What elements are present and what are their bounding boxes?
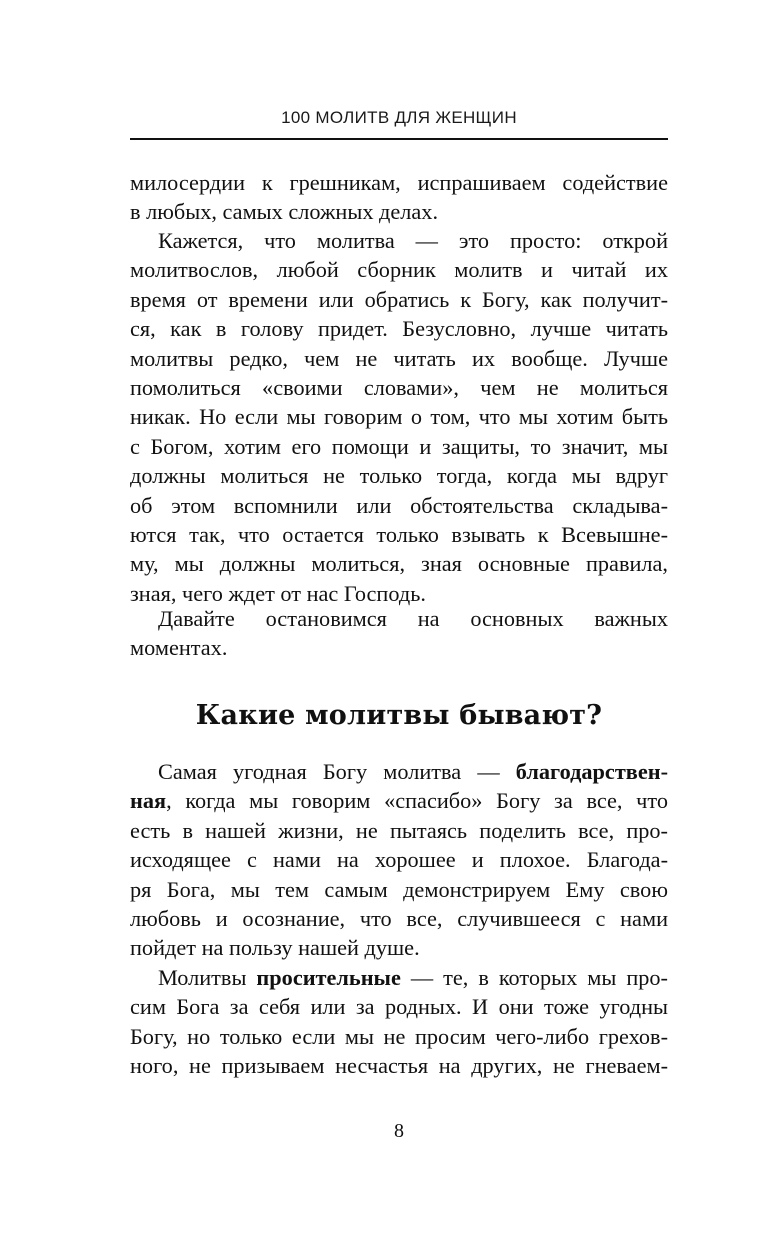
bold-term: просительные [256, 965, 401, 990]
text-line: помолиться «своими словами», чем не молиться [130, 374, 668, 400]
text-line: исходящее с нами на хорошее и плохое. Благода- [130, 847, 668, 873]
text-line: ря Бога, мы тем самым демонстрируем Ему свою [130, 876, 668, 902]
section-heading: Какие молитвы бывают? [195, 700, 603, 731]
text-line: ся, как в голову придет. Безусловно, лучше читать [130, 316, 668, 342]
text-run: Молитвы [158, 965, 257, 990]
text-line: должны молиться не только тогда, когда мы вдруг [130, 463, 668, 489]
text-line: об этом вспомнили или обстоятельства складыва- [130, 492, 668, 518]
text-line [130, 757, 668, 786]
paragraph-petition [130, 963, 668, 1081]
text-run: — те, в которых мы про- [400, 965, 668, 990]
text-line: ются так, что остается только взывать к Всевышне- [130, 521, 668, 547]
text-line: есть в нашей жизни, не пытаясь поделить все, про- [130, 817, 668, 843]
text-line: Кажется, что молитва — это просто: открой [158, 228, 668, 253]
text-line: с Богом, хотим его помощи и защиты, то значит, мы [130, 433, 668, 459]
bold-term: благодарствен- [515, 759, 668, 784]
text-line: время от времени или обратись к Богу, как получит- [130, 286, 668, 312]
running-head: 100 МОЛИТВ ДЛЯ ЖЕНЩИН [281, 108, 517, 127]
text-line: пойдет на пользу нашей душе. [130, 935, 420, 961]
text-line: моментах. [130, 635, 228, 661]
text-run: , когда мы говорим «спасибо» Богу за все, что [166, 788, 668, 814]
text-line: му, мы должны молиться, зная основные правила, [130, 551, 668, 577]
page-number: 8 [394, 1120, 404, 1142]
text-line: Богу, но только если мы не просим чего-либо грехов- [130, 1023, 668, 1049]
paragraph-prayer-is-simple [130, 226, 668, 608]
text-line: любовь и осознание, что все, случившееся с нами [130, 905, 668, 931]
bold-term: ная [130, 788, 167, 814]
header-rule [130, 138, 668, 140]
text-line: молитвы редко, чем не читать их вообще. Лучше [130, 345, 668, 371]
paragraph-continuation [130, 168, 668, 227]
text-line: ного, не призываем несчастья на других, не гневаем- [130, 1053, 668, 1079]
text-line: сим Бога за себя или за родных. И они тоже угодны [130, 994, 668, 1020]
paragraph-thanksgiving [130, 757, 668, 963]
text-line: никак. Но если мы говорим о том, что мы хотим быть [130, 404, 668, 430]
text-line [130, 963, 668, 992]
text-line: молитвослов, любой сборник молитв и читай их [130, 257, 668, 283]
text-line: Давайте остановимся на основных важных [158, 606, 668, 631]
text-line: милосердии к грешникам, испрашиваем содействие [130, 170, 668, 195]
text-line: в любых, самых сложных делах. [130, 199, 439, 225]
text-line [130, 786, 668, 815]
text-line: зная, чего ждет от нас Господь. [130, 580, 426, 606]
paragraph-lets-stop [130, 604, 668, 663]
text-run: Самая угодная Богу молитва — [158, 759, 516, 784]
